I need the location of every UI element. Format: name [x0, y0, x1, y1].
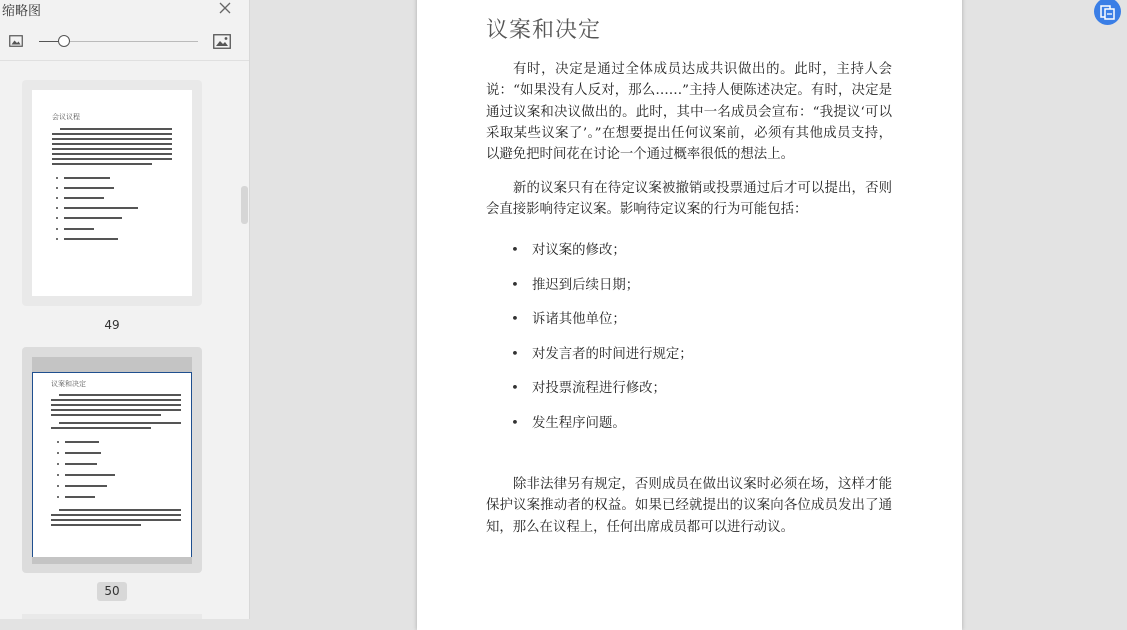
thumbnail-heading: 议案和决定 [51, 380, 86, 388]
thumbnail-page-49[interactable] [22, 80, 202, 306]
list-item [511, 378, 693, 413]
section-title: 议案和决定 [486, 18, 602, 43]
thumbnail-shade [32, 557, 192, 564]
thumbnail-panel [0, 0, 250, 619]
bullet-list [511, 240, 693, 448]
thumbnail-heading: 会议议程 [52, 113, 80, 121]
thumbnail-page-number-selected: 50 [97, 582, 127, 601]
paragraph: 有时，决定是通过全体成员达成共识做出的。此时，主持人会说：“如果没有人反对，那么……”主持人便陈述决定。有时，决定是通过议案和决议做出的。此时，其中一名成员会宣布：“我提议‘可以采取某些议案了’。”在想要提出任何议案前，必须有其他成员支持，以避免把时间花在讨论一个通过概率很低的想法上。 [486, 62, 892, 163]
thumbnail-shade [32, 357, 192, 373]
list-item-text: 对发言者的时间进行规定； [532, 346, 693, 362]
bullet-icon: • [511, 312, 519, 328]
paragraph: 新的议案只有在待定议案被撤销或投票通过后才可以提出，否则会直接影响待定议案。影响待定议案的行为可能包括： [486, 181, 892, 218]
bullet-icon: • [511, 277, 519, 293]
list-item-text: 诉诸其他单位； [532, 312, 626, 328]
bullet-icon: • [511, 243, 519, 258]
document-page [417, 0, 962, 630]
small-image-icon[interactable] [9, 35, 23, 47]
zoom-toolbar [0, 30, 250, 56]
list-item-text: 对议案的修改； [532, 243, 626, 258]
list-item-text: 对投票流程进行修改； [532, 381, 666, 397]
list-item-text: 推迟到后续日期； [532, 277, 640, 293]
panel-title: 缩略图 [2, 4, 42, 19]
list-item [511, 413, 693, 448]
thumbnail-preview [32, 90, 192, 296]
close-icon[interactable] [218, 1, 232, 15]
list-item [511, 240, 693, 275]
floating-action-button[interactable] [1094, 0, 1121, 25]
bullet-icon: • [511, 381, 519, 397]
panel-scrollbar[interactable] [241, 186, 248, 224]
list-item-text: 发生程序问题。 [532, 415, 626, 431]
list-item [511, 344, 693, 379]
panel-divider [0, 60, 249, 61]
list-item [511, 275, 693, 310]
document-switch-icon [1094, 0, 1121, 25]
thumbnail-page-number: 49 [104, 318, 120, 332]
large-image-icon[interactable] [213, 34, 231, 49]
paragraph: 除非法律另有规定，否则成员在做出议案时必须在场，这样才能保护议案推动者的权益。如果已经就提出的议案向各位成员发出了通知，那么在议程上，任何出席成员都可以进行动议。 [486, 477, 892, 535]
bullet-icon: • [511, 415, 519, 431]
thumbnail-preview-selected [32, 372, 192, 558]
thumbnail-page-51[interactable] [22, 614, 202, 619]
zoom-slider-thumb[interactable] [58, 35, 70, 47]
bullet-icon: • [511, 346, 519, 362]
thumbnail-page-50[interactable] [22, 347, 202, 573]
list-item [511, 309, 693, 344]
